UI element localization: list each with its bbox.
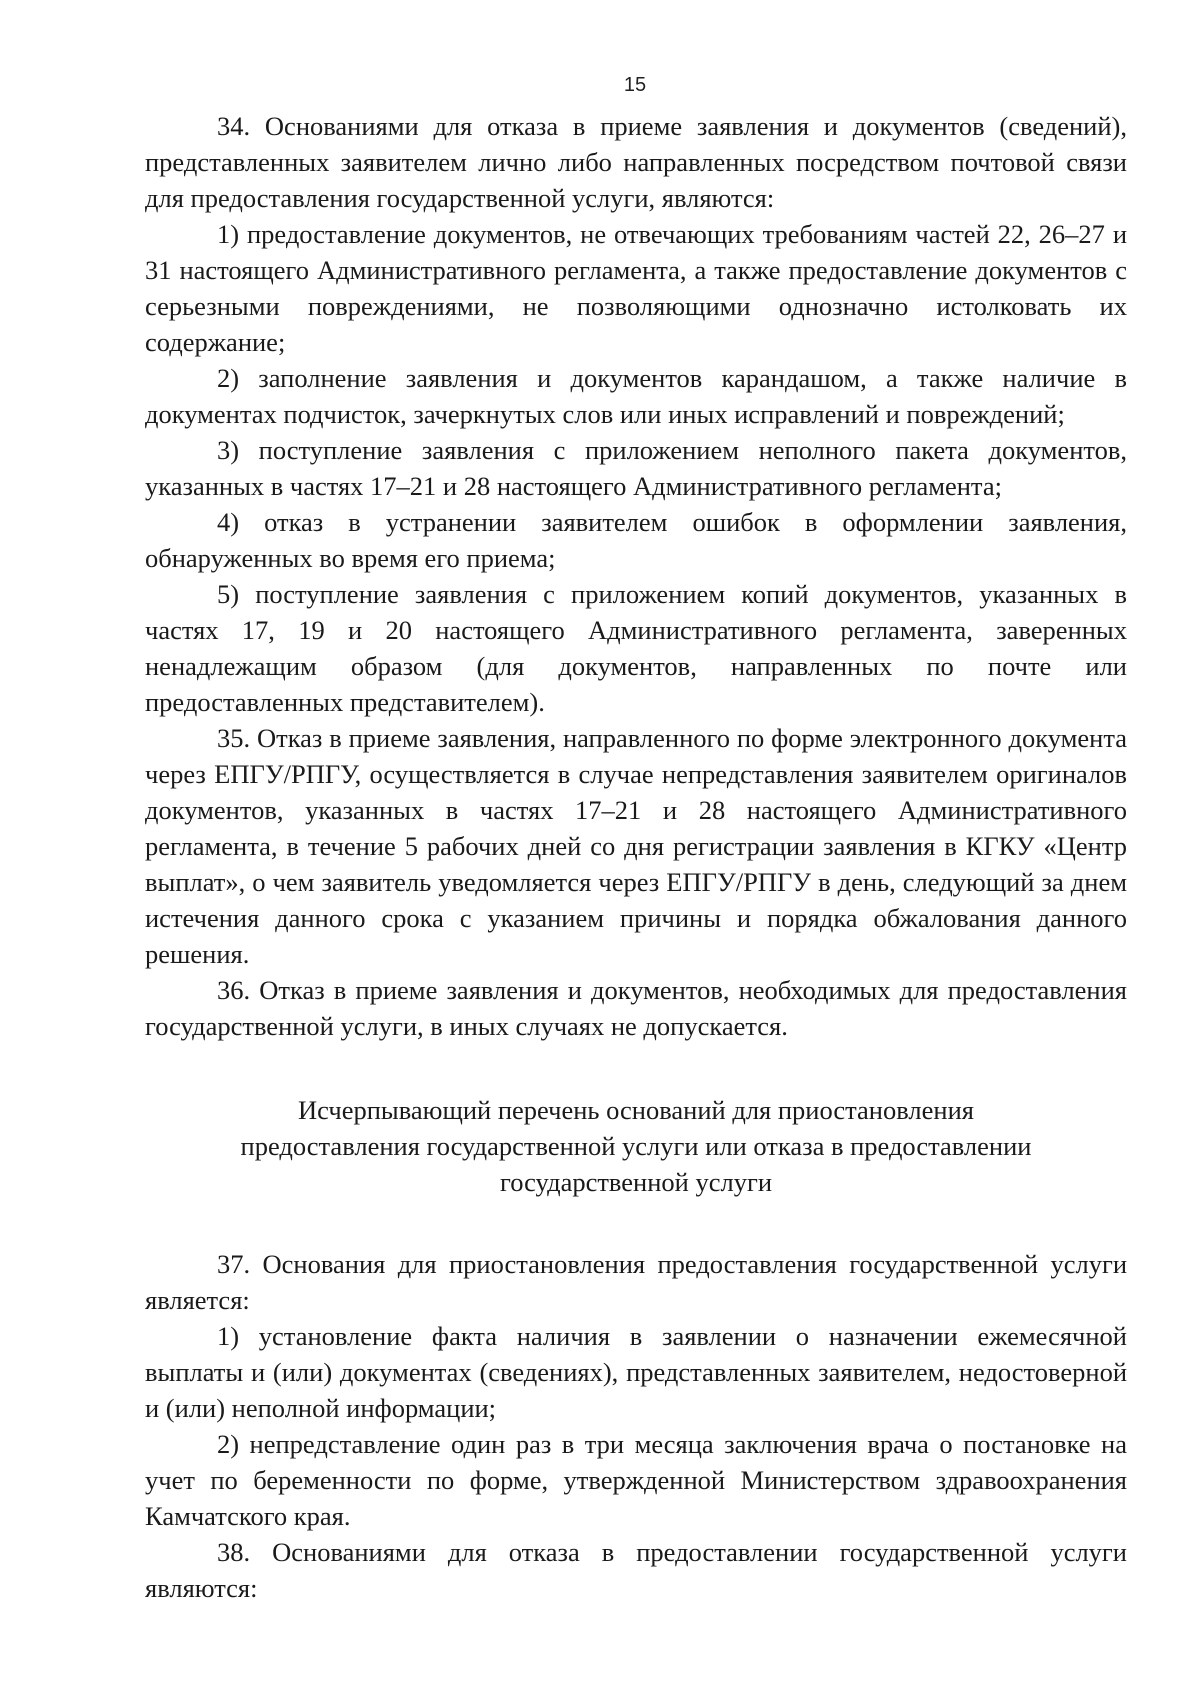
paragraph-37-item-1: 1) установление факта наличия в заявлении о назначении ежемесячной выплаты и (или) документах (сведениях), представленных заявителем, недостоверной и (или) неполной информации;	[145, 1321, 1127, 1423]
section-heading-line-3: государственной услуги	[499, 1167, 773, 1197]
paragraph-37: 37. Основания для приостановления предоставления государственной услуги является:	[145, 1249, 1127, 1315]
paragraph-34-item-4: 4) отказ в устранении заявителем ошибок в оформлении заявления, обнаруженных во время его приема;	[145, 507, 1127, 573]
section-heading	[145, 1092, 1127, 1200]
paragraph-34-item-3: 3) поступление заявления с приложением неполного пакета документов, указанных в частях 17–21 и 28 настоящего Административного регламента;	[145, 435, 1127, 501]
paragraph-34-item-5: 5) поступление заявления с приложением копий документов, указанных в частях 17, 19 и 20 настоящего Административного регламента, заверенных ненадлежащим образом (для документов, направленных по почте или предоставленных представителем).	[145, 579, 1127, 717]
paragraph-34: 34. Основаниями для отказа в приеме заявления и документов (сведений), представленных заявителем лично либо направленных посредством почтовой связи для предоставления государственной услуги, являются:	[145, 111, 1127, 213]
section-heading-line-2: предоставления государственной услуги или отказа в предоставлении	[240, 1131, 1032, 1161]
document-body	[145, 108, 1127, 1606]
page-number: 15	[623, 74, 647, 96]
paragraph-36: 36. Отказ в приеме заявления и документов, необходимых для предоставления государственной услуги, в иных случаях не допускается.	[145, 975, 1127, 1041]
paragraph-34-item-1: 1) предоставление документов, не отвечающих требованиям частей 22, 26–27 и 31 настоящего Административного регламента, а также предоставление документов с серьезными повреждениями, не позволяющими однозначно истолковать их содержание;	[145, 219, 1127, 357]
paragraph-34-item-2: 2) заполнение заявления и документов карандашом, а также наличие в документах подчисток, зачеркнутых слов или иных исправлений и повреждений;	[145, 363, 1127, 429]
paragraph-37-item-2: 2) непредставление один раз в три месяца заключения врача о постановке на учет по беременности по форме, утвержденной Министерством здравоохранения Камчатского края.	[145, 1429, 1127, 1531]
section-heading-line-1: Исчерпывающий перечень оснований для приостановления	[298, 1095, 974, 1125]
paragraph-38: 38. Основаниями для отказа в предоставлении государственной услуги являются:	[145, 1537, 1127, 1603]
paragraph-35: 35. Отказ в приеме заявления, направленного по форме электронного документа через ЕПГУ/РПГУ, осуществляется в случае непредставления заявителем оригиналов документов, указанных в частях 17–21 и 28 настоящего Административного регламента, в течение 5 рабочих дней со дня регистрации заявления в КГКУ «Центр выплат», о чем заявитель уведомляется через ЕПГУ/РПГУ в день, следующий за днем истечения данного срока с указанием причины и порядка обжалования данного решения.	[145, 723, 1127, 969]
